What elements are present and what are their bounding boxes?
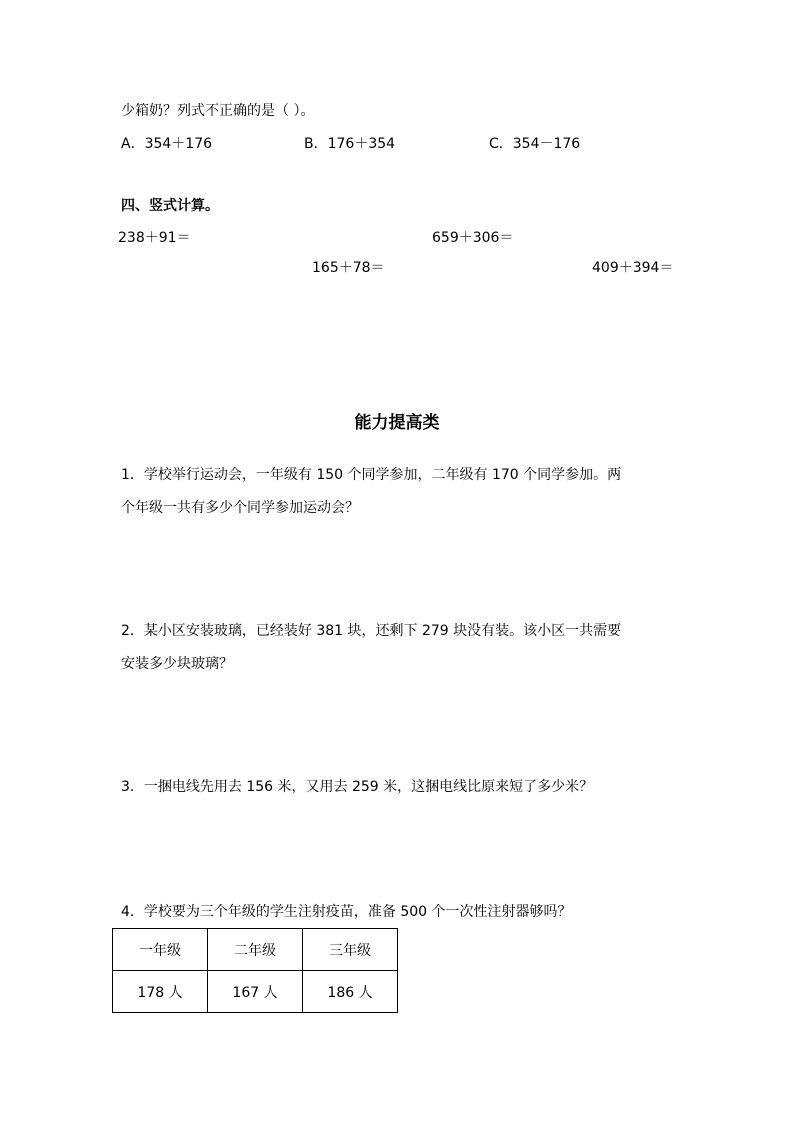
calc-item-4: 409＋394＝: [592, 260, 674, 276]
option-c: C．354－176: [489, 136, 581, 152]
question-3: 3．一捆电线先用去 156 米，又用去 259 米，这捆电线比原来短了多少米？: [121, 779, 594, 795]
question-1-line-2: 个年级一共有多少个同学参加运动会？: [121, 500, 359, 516]
table-header-cell: 二年级: [208, 929, 303, 971]
option-a: A．354＋176: [121, 136, 213, 152]
question-tail: 少箱奶？列式不正确的是（ ）。: [121, 103, 315, 119]
calc-item-3: 165＋78＝: [312, 260, 385, 276]
table-row: [113, 971, 398, 1013]
question-2-line-2: 安装多少块玻璃？: [121, 656, 233, 672]
table-cell: 167 人: [208, 971, 303, 1013]
calc-item-2: 659＋306＝: [432, 230, 514, 246]
table-cell: 178 人: [113, 971, 208, 1013]
question-1-line-1: 1．学校举行运动会，一年级有 150 个同学参加，二年级有 170 个同学参加。两: [121, 467, 622, 483]
section-heading: 四、竖式计算。: [121, 198, 219, 214]
question-2-line-1: 2．某小区安装玻璃，已经装好 381 块，还剩下 279 块没有装。该小区一共需要: [121, 623, 622, 639]
student-count-table: [112, 928, 398, 1013]
option-b: B．176＋354: [304, 136, 396, 152]
table-row: [113, 929, 398, 971]
question-4: 4．学校要为三个年级的学生注射疫苗，准备 500 个一次性注射器够吗？: [121, 904, 572, 920]
section-title: 能力提高类: [354, 413, 440, 433]
calc-item-1: 238＋91＝: [118, 230, 191, 246]
table-header-cell: 一年级: [113, 929, 208, 971]
table-header-cell: 三年级: [303, 929, 398, 971]
table-cell: 186 人: [303, 971, 398, 1013]
